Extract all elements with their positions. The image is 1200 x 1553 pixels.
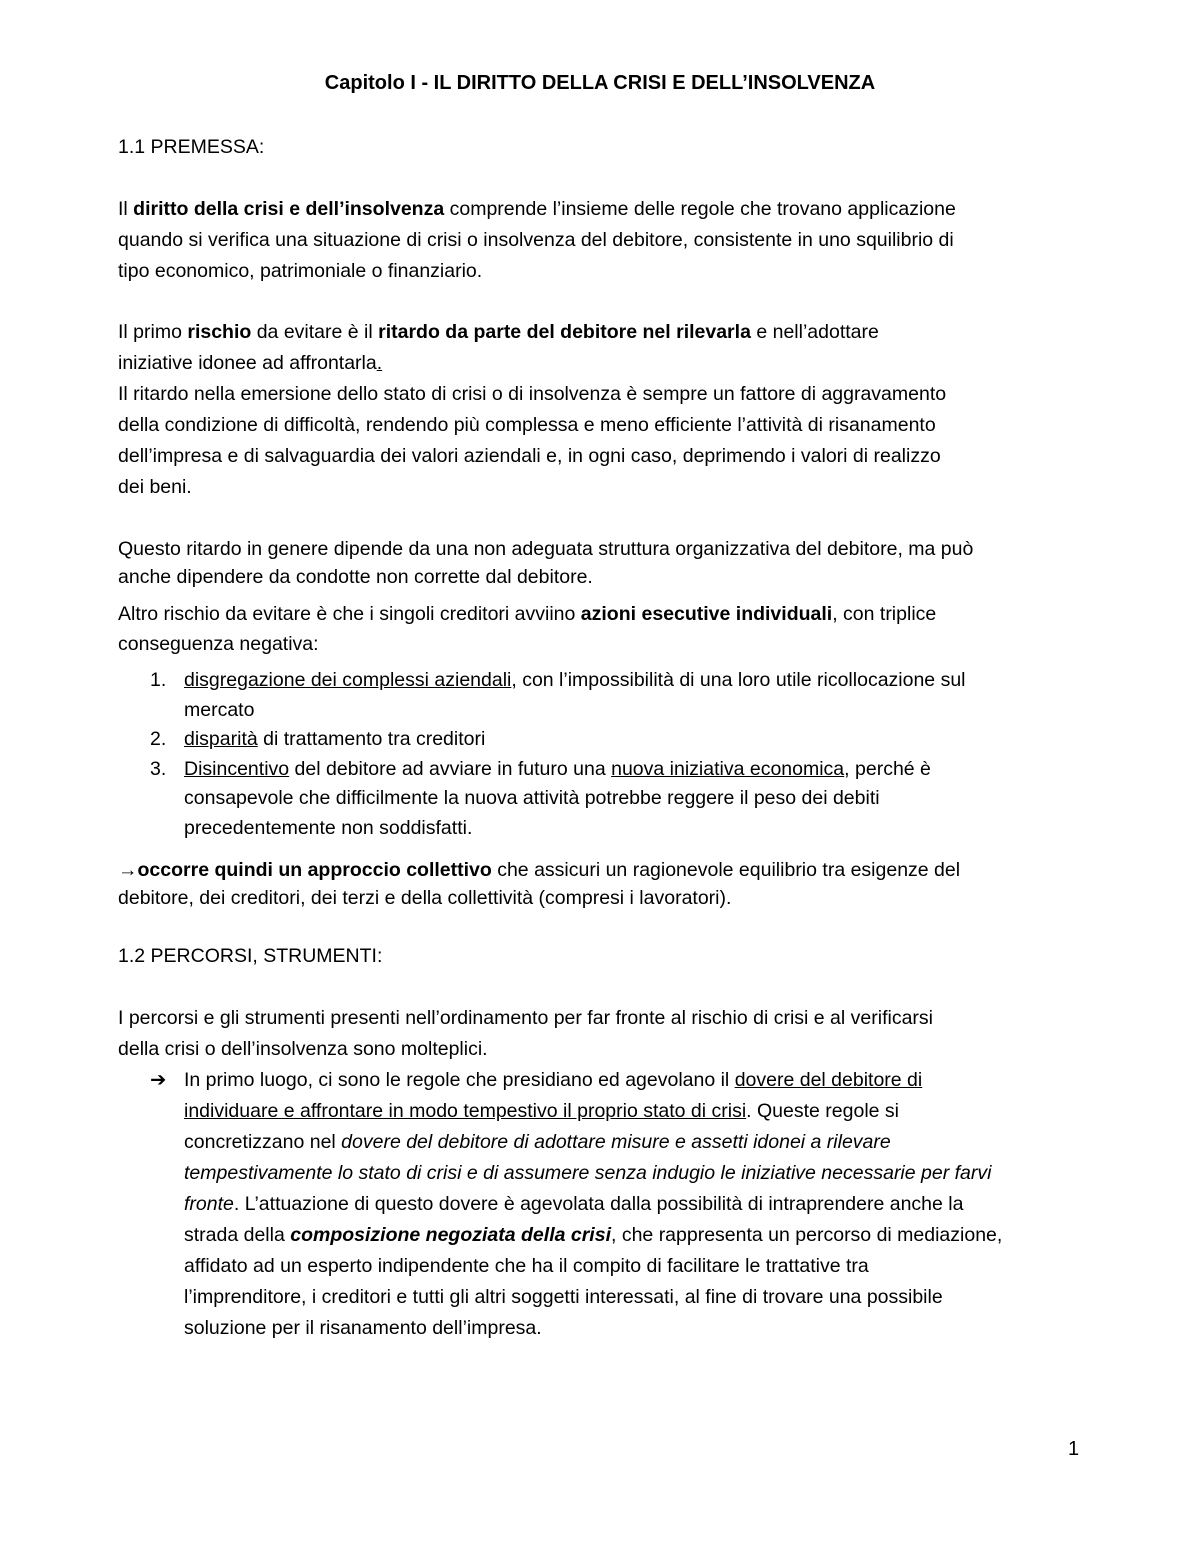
paragraph-line: Il primo rischio da evitare è il ritardo da parte del debitore nel rilevarla e nell’adottare xyxy=(118,321,879,343)
bullet-line: fronte. L’attuazione di questo dovere è agevolata dalla possibilità di intraprendere anche la xyxy=(184,1193,964,1215)
paragraph-line: Il diritto della crisi e dell’insolvenza comprende l’insieme delle regole che trovano applicazione xyxy=(118,198,956,220)
list-item: disparità di trattamento tra creditori xyxy=(184,728,486,750)
bullet-line: concretizzano nel dovere del debitore di adottare misure e assetti idonei a rilevare xyxy=(184,1131,891,1153)
section-heading-1-1: 1.1 PREMESSA: xyxy=(118,136,265,158)
bullet-line: strada della composizione negoziata della crisi, che rappresenta un percorso di mediazione, xyxy=(184,1224,1003,1246)
bold-term: occorre quindi un approccio collettivo xyxy=(137,859,492,881)
bullet-line: soluzione per il risanamento dell’impresa. xyxy=(184,1317,542,1339)
paragraph-line: dei beni. xyxy=(118,476,192,498)
list-item: disgregazione dei complessi aziendali, con l’impossibilità di una loro utile ricollocazione sul xyxy=(184,669,966,691)
paragraph-line: della condizione di difficoltà, rendendo più complessa e meno efficiente l’attività di risanamento xyxy=(118,414,936,436)
list-item-continuation: mercato xyxy=(184,699,255,721)
paragraph-line: debitore, dei creditori, dei terzi e della collettività (compresi i lavoratori). xyxy=(118,887,732,909)
page-number: 1 xyxy=(1068,1438,1080,1460)
paragraph-line: Questo ritardo in genere dipende da una non adeguata struttura organizzativa del debitore, ma può xyxy=(118,538,974,560)
section-heading-1-2: 1.2 PERCORSI, STRUMENTI: xyxy=(118,945,383,967)
paragraph-line: Il ritardo nella emersione dello stato di crisi o di insolvenza è sempre un fattore di aggravamento xyxy=(118,383,947,405)
list-item-continuation: precedentemente non soddisfatti. xyxy=(184,817,473,839)
page-title: Capitolo I - IL DIRITTO DELLA CRISI E DELL’INSOLVENZA xyxy=(324,72,876,94)
paragraph-line: dell’impresa e di salvaguardia dei valori aziendali e, in ogni caso, deprimendo i valori di realizzo xyxy=(118,445,941,467)
bold-italic-term: composizione negoziata della crisi xyxy=(290,1224,611,1246)
list-item-continuation: consapevole che difficilmente la nuova attività potrebbe reggere il peso dei debiti xyxy=(184,787,880,809)
list-number: 1. xyxy=(150,669,167,691)
arrow-icon: → xyxy=(118,859,138,881)
bullet-line: affidato ad un esperto indipendente che ha il compito di facilitare le trattative tra xyxy=(184,1255,869,1277)
list-number: 2. xyxy=(150,728,167,750)
paragraph-line: I percorsi e gli strumenti presenti nell’ordinamento per far fronte al rischio di crisi e al verificarsi xyxy=(118,1007,933,1029)
paragraph-line: →occorre quindi un approccio collettivo che assicuri un ragionevole equilibrio tra esigenze del xyxy=(118,859,961,881)
paragraph-line: anche dipendere da condotte non corrette dal debitore. xyxy=(118,566,593,588)
paragraph-line: della crisi o dell’insolvenza sono molteplici. xyxy=(118,1038,488,1060)
bullet-line: individuare e affrontare in modo tempestivo il proprio stato di crisi. Queste regole si xyxy=(184,1100,900,1122)
bullet-arrow-icon: ➔ xyxy=(150,1069,167,1091)
paragraph-line: conseguenza negativa: xyxy=(118,633,319,655)
bold-term: ritardo da parte del debitore nel rilevarla xyxy=(378,321,751,343)
bullet-line: tempestivamente lo stato di crisi e di assumere senza indugio le iniziative necessarie per farvi xyxy=(184,1162,992,1184)
bullet-line: In primo luogo, ci sono le regole che presidiano ed agevolano il dovere del debitore di xyxy=(184,1069,923,1091)
list-number: 3. xyxy=(150,758,167,780)
bold-term: rischio xyxy=(187,321,252,343)
paragraph-line: Altro rischio da evitare è che i singoli creditori avviino azioni esecutive individuali, con triplice xyxy=(118,603,937,625)
paragraph-line: tipo economico, patrimoniale o finanziario. xyxy=(118,260,483,282)
paragraph-line: quando si verifica una situazione di crisi o insolvenza del debitore, consistente in uno squilibrio di xyxy=(118,229,954,251)
list-item: Disincentivo del debitore ad avviare in futuro una nuova iniziativa economica, perché è xyxy=(184,758,931,780)
bold-term: azioni esecutive individuali xyxy=(580,603,833,625)
paragraph-line: iniziative idonee ad affrontarla. xyxy=(118,352,383,374)
bold-term: diritto della crisi e dell’insolvenza xyxy=(133,198,445,220)
bullet-line: l’imprenditore, i creditori e tutti gli altri soggetti interessati, al fine di trovare una possibile xyxy=(184,1286,943,1308)
